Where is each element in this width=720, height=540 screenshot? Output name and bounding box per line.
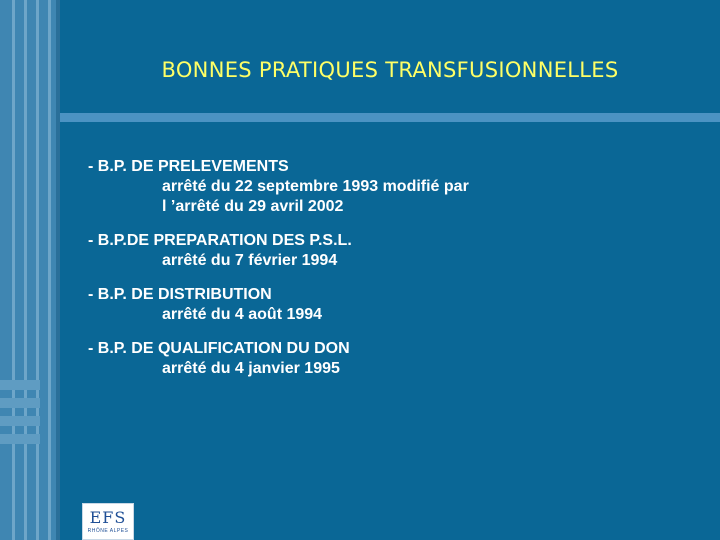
item-heading: - B.P. DE QUALIFICATION DU DON bbox=[88, 340, 350, 357]
strip-tile bbox=[0, 416, 40, 426]
strip-line bbox=[36, 0, 39, 540]
list-item bbox=[88, 157, 688, 217]
item-detail: arrêté du 22 septembre 1993 modifié par bbox=[162, 178, 469, 195]
left-decorative-strip bbox=[0, 0, 60, 540]
strip-line bbox=[24, 0, 27, 540]
item-detail: arrêté du 7 février 1994 bbox=[162, 252, 338, 269]
strip-tile bbox=[0, 398, 40, 408]
content-list bbox=[88, 157, 688, 393]
item-heading: - B.P. DE PRELEVEMENTS bbox=[88, 158, 289, 175]
strip-line bbox=[12, 0, 15, 540]
item-heading: - B.P. DE DISTRIBUTION bbox=[88, 286, 272, 303]
slide-title: BONNES PRATIQUES TRANSFUSIONNELLES bbox=[161, 58, 619, 82]
list-item bbox=[88, 285, 688, 325]
item-detail: arrêté du 4 août 1994 bbox=[162, 306, 323, 323]
strip-edge bbox=[56, 0, 60, 540]
logo-main-text: EFS bbox=[89, 508, 127, 527]
list-item bbox=[88, 339, 688, 379]
list-item bbox=[88, 231, 688, 271]
title-rule bbox=[60, 113, 720, 122]
strip-tile bbox=[0, 434, 40, 444]
item-detail: l ’arrêté du 29 avril 2002 bbox=[162, 198, 344, 215]
strip-tile bbox=[0, 380, 40, 390]
efs-logo bbox=[82, 503, 134, 540]
item-heading: - B.P.DE PREPARATION DES P.S.L. bbox=[88, 232, 352, 249]
strip-line bbox=[48, 0, 51, 540]
title-box bbox=[70, 50, 710, 90]
logo-sub-text: RHÔNE ALPES bbox=[87, 528, 129, 534]
item-detail: arrêté du 4 janvier 1995 bbox=[162, 360, 340, 377]
